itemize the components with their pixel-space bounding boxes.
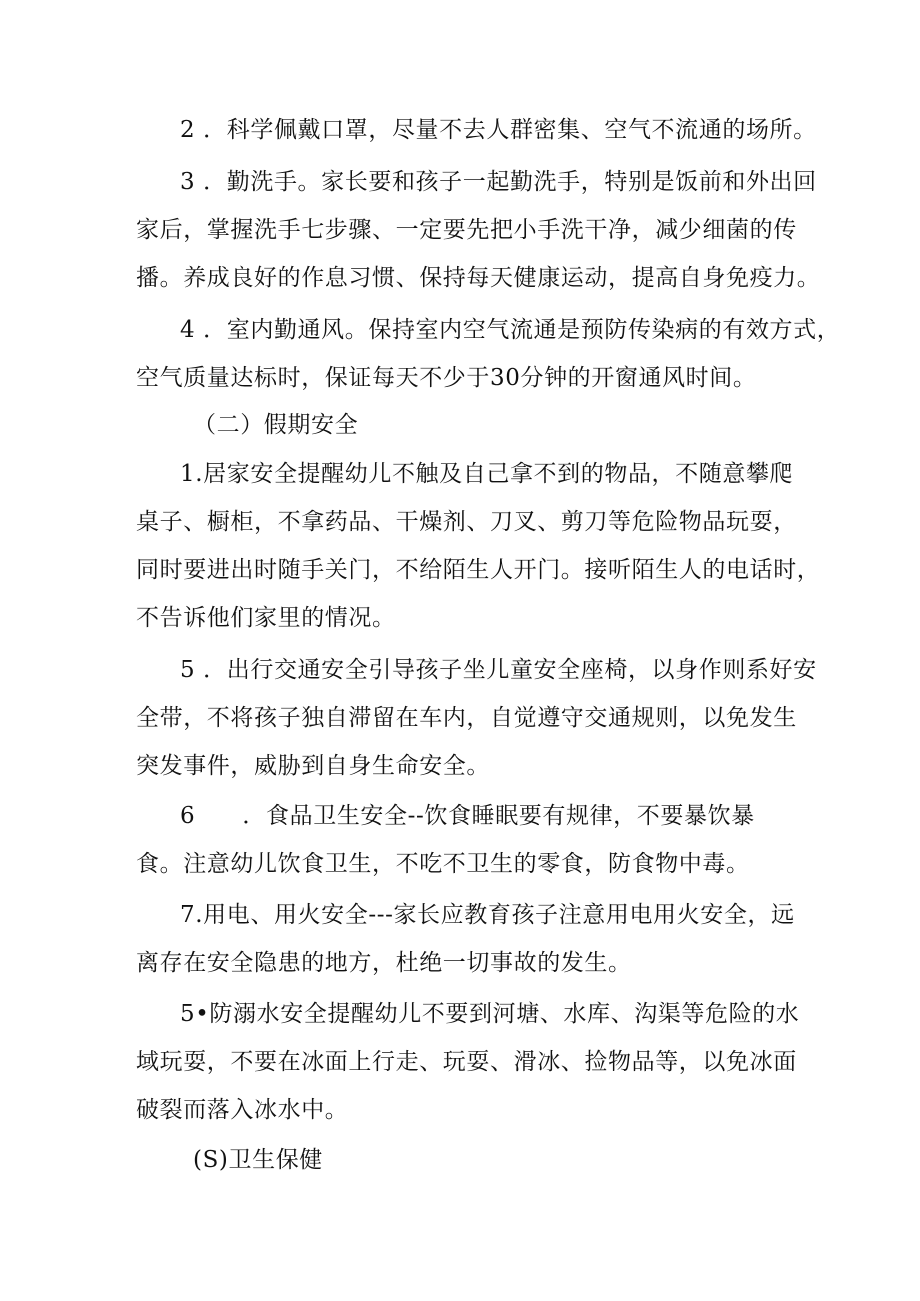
paragraph-line: 6 ．食品卫生安全--饮食睡眠要有规律，不要暴饮暴	[180, 803, 755, 829]
paragraph-line: 破裂而落入冰水中。	[136, 1097, 349, 1123]
paragraph-line: 离存在安全隐患的地方，杜绝一切事故的发生。	[136, 950, 632, 976]
paragraph-line: 播。养成良好的作息习惯、保持每天健康运动，提高自身免疫力。	[136, 265, 821, 291]
paragraph-line: 域玩耍，不要在冰面上行走、玩耍、滑冰、捡物品等，以免冰面	[136, 1049, 797, 1075]
paragraph-line: 空气质量达标时，保证每天不少于30分钟的开窗通风时间。	[136, 365, 757, 391]
paragraph-line: 3 ．勤洗手。家长要和孩子一起勤洗手，特别是饭前和外出回	[180, 169, 817, 195]
paragraph-line: 5•防溺水安全提醒幼儿不要到河塘、水库、沟渠等危险的水	[180, 1001, 800, 1027]
paragraph-line: 不告诉他们家里的情况。	[136, 605, 396, 631]
paragraph-line: 5 ．出行交通安全引导孩子坐儿童安全座椅，以身作则系好安	[180, 657, 817, 683]
paragraph-line: 桌子、橱柜，不拿药品、干燥剂、刀叉、剪刀等危险物品玩耍，	[136, 509, 797, 535]
section-heading: （二）假期安全	[193, 412, 359, 438]
paragraph-line: 家后，掌握洗手七步骤、一定要先把小手洗干净，减少细菌的传	[136, 217, 797, 243]
paragraph-line: 食。注意幼儿饮食卫生，不吃不卫生的零食，防食物中毒。	[136, 851, 750, 877]
paragraph-line: 同时要进出时随手关门，不给陌生人开门。接听陌生人的电话时，	[136, 557, 821, 583]
paragraph-line: 7.用电、用火安全---家长应教育孩子注意用电用火安全，远	[180, 902, 795, 928]
paragraph-line: 2 ．科学佩戴口罩，尽量不去人群密集、空气不流通的场所。	[180, 117, 817, 143]
paragraph-line: 突发事件，威胁到自身生命安全。	[136, 753, 490, 779]
paragraph-line: 1.居家安全提醒幼儿不触及自己拿不到的物品，不随意攀爬	[180, 461, 794, 487]
section-heading: (S)卫生保健	[193, 1147, 323, 1173]
paragraph-line: 4 ．室内勤通风。保持室内空气流通是预防传染病的有效方式，	[180, 317, 841, 343]
paragraph-line: 全带，不将孩子独自滞留在车内，自觉遵守交通规则，以免发生	[136, 705, 797, 731]
